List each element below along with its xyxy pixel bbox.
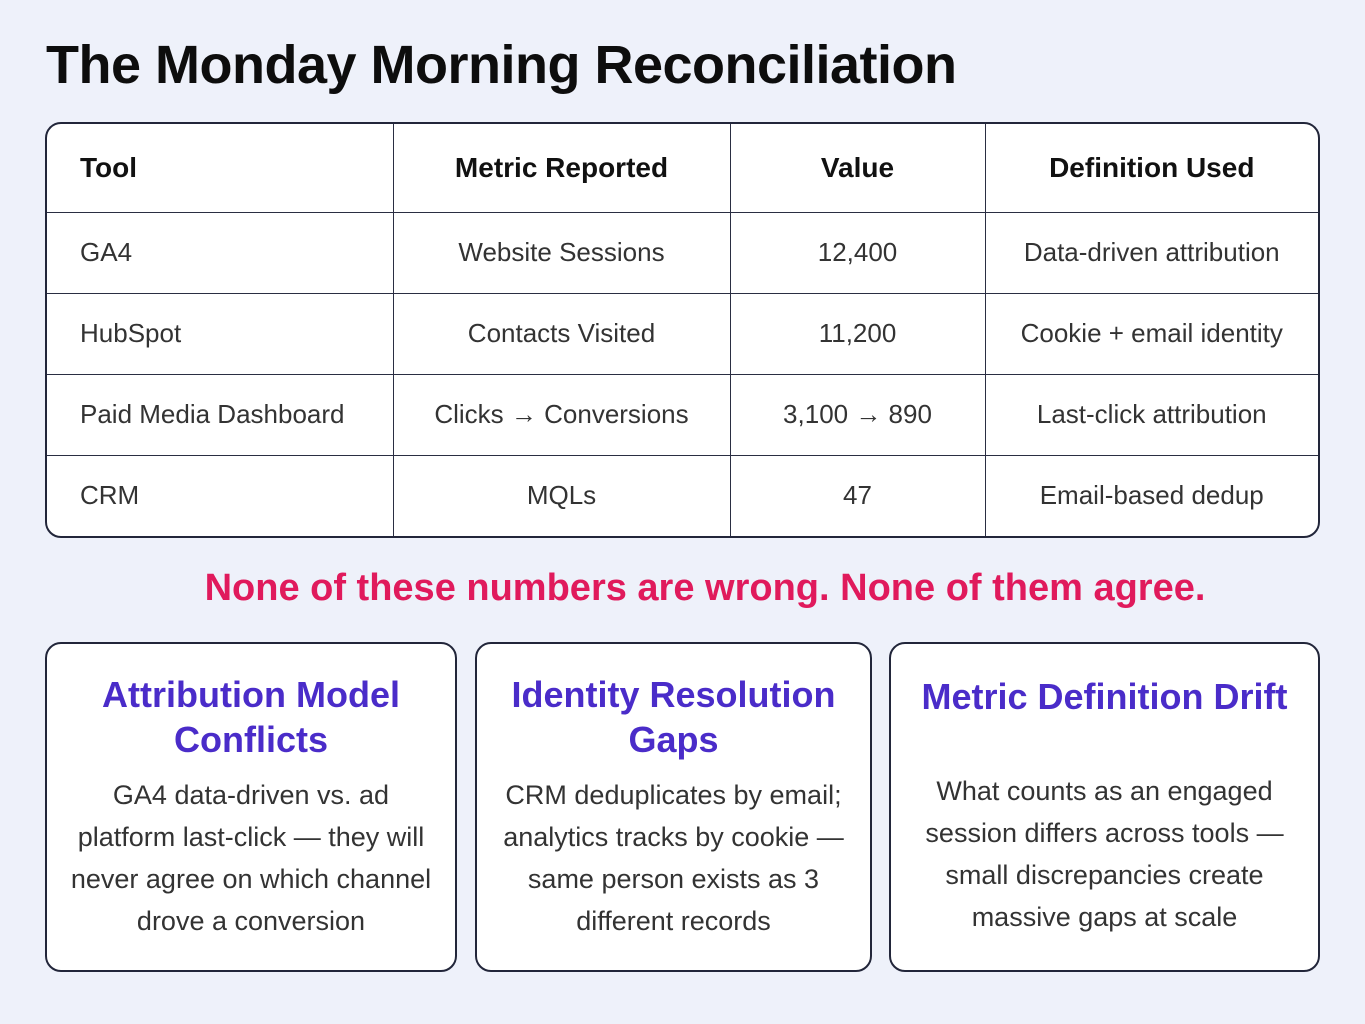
card-attribution-model-conflicts — [45, 642, 457, 972]
table-row — [47, 212, 1318, 293]
header-value: Value — [730, 124, 985, 212]
table-header-row — [47, 124, 1318, 212]
cell-tool: Paid Media Dashboard — [47, 374, 393, 455]
callout-text: None of these numbers are wrong. None of them agree. — [204, 567, 1206, 609]
header-metric-reported: Metric Reported — [393, 124, 730, 212]
cell-value: 11,200 — [730, 293, 985, 374]
cell-metric: Website Sessions — [393, 212, 730, 293]
card-metric-definition-drift — [889, 642, 1320, 972]
cell-definition: Data-driven attribution — [985, 212, 1318, 293]
cell-metric: Clicks → Conversions — [393, 374, 730, 455]
page-title: The Monday Morning Reconciliation — [46, 35, 957, 95]
header-tool: Tool — [47, 124, 393, 212]
reconciliation-table — [45, 122, 1320, 538]
header-definition-used: Definition Used — [985, 124, 1318, 212]
cell-value: 12,400 — [730, 212, 985, 293]
cell-value: 3,100 → 890 — [730, 374, 985, 455]
card-title: Identity Resolution Gaps — [511, 674, 836, 760]
card-body: What counts as an engaged session differs across tools — small discrepancies create massive gaps at scale — [925, 776, 1284, 932]
cell-tool: HubSpot — [47, 293, 393, 374]
cell-definition: Last-click attribution — [985, 374, 1318, 455]
cell-definition: Email-based dedup — [1039, 480, 1264, 511]
table-row — [47, 374, 1318, 455]
cell-tool: CRM — [47, 455, 393, 536]
table-row — [47, 455, 1318, 536]
table-row — [47, 293, 1318, 374]
cell-tool: GA4 — [47, 212, 393, 293]
cell-definition: Cookie + email identity — [985, 293, 1318, 374]
cell-metric: Contacts Visited — [393, 293, 730, 374]
card-title: Metric Definition Drift — [921, 676, 1288, 717]
card-title: Attribution Model Conflicts — [102, 674, 400, 760]
card-body: GA4 data-driven vs. ad platform last-click — they will never agree on which channel drove a conversion — [70, 780, 432, 936]
cell-value: 47 — [730, 455, 985, 536]
cell-metric: MQLs — [393, 455, 730, 536]
card-identity-resolution-gaps — [475, 642, 872, 972]
card-body: CRM deduplicates by email; analytics tracks by cookie — same person exists as 3 different records — [503, 780, 844, 936]
